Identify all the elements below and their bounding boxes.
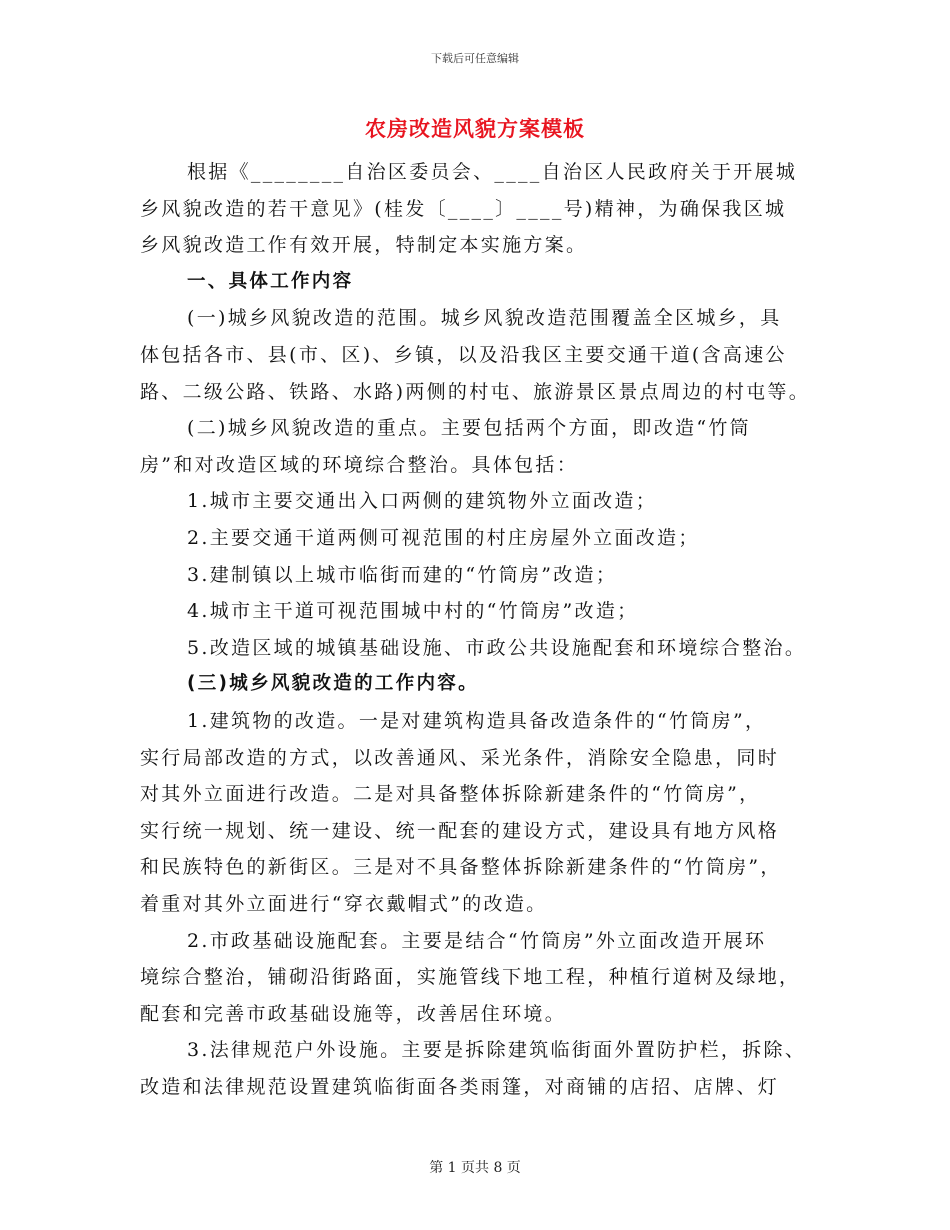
section-heading: 一、具体工作内容	[187, 270, 354, 292]
paragraph-line: 改造和法律规范设置建筑临街面各类雨篷，对商铺的店招、店牌、灯	[140, 1076, 780, 1098]
page-footer-number: 第 1 页共 8 页	[429, 1160, 521, 1176]
paragraph-line: 乡风貌改造工作有效开展，特制定本实施方案。	[140, 234, 588, 257]
paragraph-line: 对其外立面进行改造。二是对具备整体拆除新建条件的“竹筒房”，	[140, 783, 761, 806]
paragraph-line: 2.市政基础设施配套。主要是结合“竹筒房”外立面改造开展环	[187, 929, 767, 952]
paragraph-line: (一)城乡风貌改造的范围。城乡风貌改造范围覆盖全区城乡，具	[187, 307, 782, 330]
document-title: 农房改造风貌方案模板	[365, 117, 585, 141]
paragraph-line: 3.法律规范户外设施。主要是拆除建筑临街面外置防护栏，拆除、	[187, 1039, 807, 1062]
paragraph-line: 根据《________自治区委员会、____自治区人民政府关于开展城	[187, 161, 798, 183]
paragraph-line: 配套和完善市政基础设施等，改善居住环境。	[140, 1002, 567, 1025]
paragraph-line: 实行统一规划、统一建设、统一配套的建设方式，建设具有地方风格	[140, 819, 780, 842]
section-heading: (三)城乡风貌改造的工作内容。	[187, 673, 479, 695]
paragraph-line: 路、二级公路、铁路、水路)两侧的村屯、旅游景区景点周边的村屯等。	[140, 380, 811, 403]
paragraph-line: 4.城市主干道可视范围城中村的“竹筒房”改造；	[187, 600, 639, 623]
paragraph-line: 2.主要交通干道两侧可视范围的村庄房屋外立面改造；	[187, 527, 700, 549]
paragraph-line: 5.改造区域的城镇基础设施、市政公共设施配套和环境综合整治。	[187, 636, 807, 659]
paragraph-line: 乡风貌改造的若干意见》(桂发〔____〕____号)精神，为确保我区城	[140, 197, 787, 220]
paragraph-line: 1.建筑物的改造。一是对建筑构造具备改造条件的“竹筒房”，	[187, 710, 767, 732]
paragraph-line: 1.城市主要交通出入口两侧的建筑物外立面改造；	[187, 490, 658, 513]
paragraph-line: 着重对其外立面进行“穿衣戴帽式”的改造。	[140, 893, 548, 915]
paragraph-line: 体包括各市、县(市、区)、乡镇，以及沿我区主要交通干道(含高速公	[140, 344, 787, 366]
paragraph-line: 和民族特色的新街区。三是对不具备整体拆除新建条件的“竹筒房”，	[140, 856, 782, 879]
document-body	[0, 150, 950, 1130]
paragraph-line: 房”和对改造区域的环境综合整治。具体包括：	[140, 453, 579, 476]
page-header-note: 下载后可任意编辑	[431, 52, 519, 65]
paragraph-line: 实行局部改造的方式，以改善通风、采光条件，消除安全隐患，同时	[140, 746, 780, 769]
paragraph-line: 境综合整治，铺砌沿街路面，实施管线下地工程，种植行道树及绿地，	[140, 966, 801, 989]
paragraph-line: 3.建制镇以上城市临街而建的“竹筒房”改造；	[187, 563, 618, 586]
paragraph-line: (二)城乡风貌改造的重点。主要包括两个方面，即改造“竹筒	[187, 417, 751, 440]
